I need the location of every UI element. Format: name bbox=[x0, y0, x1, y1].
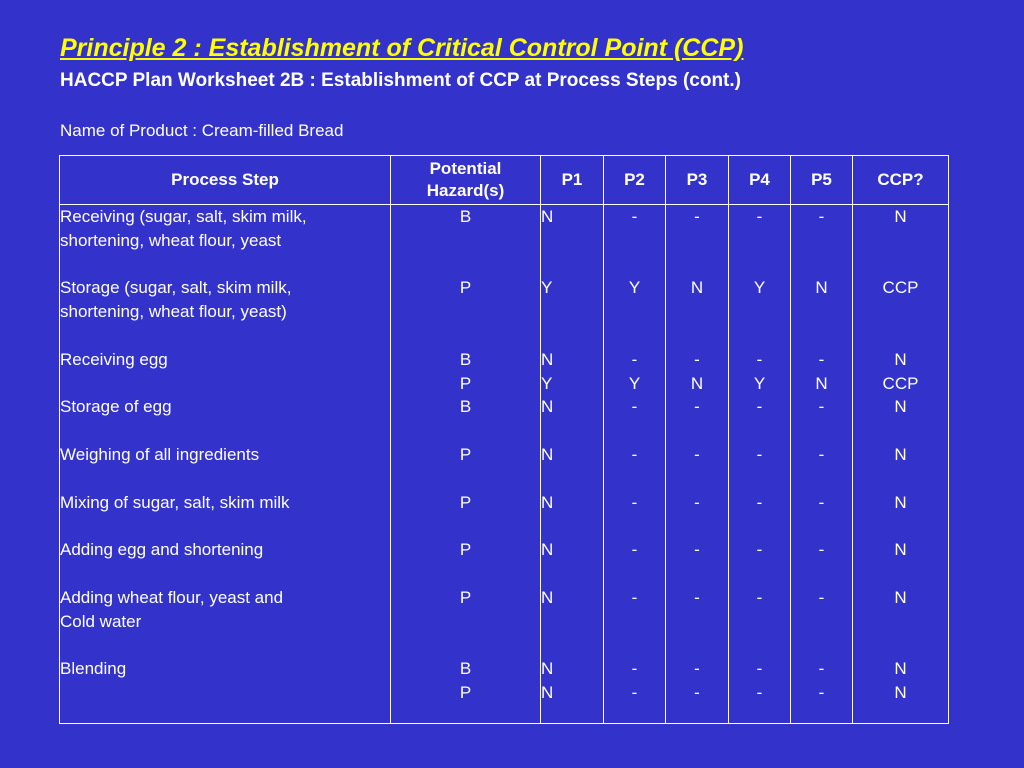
p5-cell: - bbox=[818, 659, 825, 679]
p3-cell: - bbox=[694, 444, 700, 464]
p4-cell: Y bbox=[753, 373, 766, 393]
p1-cell bbox=[541, 229, 603, 253]
step-cell: shortening, wheat flour, yeast) bbox=[60, 302, 287, 322]
p1-cell: Y bbox=[541, 278, 553, 298]
step-cell: Storage of egg bbox=[60, 397, 172, 417]
haccp-worksheet-table bbox=[59, 155, 949, 724]
hazard-cell bbox=[391, 229, 540, 253]
hazard-cell: P bbox=[459, 492, 472, 512]
step-cell bbox=[60, 467, 390, 491]
p2-cell: Y bbox=[628, 373, 641, 393]
table-body-row bbox=[60, 205, 949, 724]
slide-subtitle: HACCP Plan Worksheet 2B : Establishment of CCP at Process Steps (cont.) bbox=[60, 70, 741, 91]
hazard-cell bbox=[391, 633, 540, 657]
p2-cell: - bbox=[631, 397, 638, 417]
p5-cell bbox=[791, 633, 852, 657]
p1-cell: N bbox=[541, 349, 554, 369]
step-cell: Receiving egg bbox=[60, 349, 168, 369]
p4-cell: - bbox=[756, 659, 763, 679]
step-cell bbox=[60, 419, 390, 443]
p3-cell bbox=[666, 300, 728, 324]
p4-cell bbox=[729, 467, 790, 491]
slide-title: Principle 2 : Establishment of Critical Control Point (CCP) bbox=[60, 34, 744, 62]
p3-cell bbox=[666, 324, 728, 348]
ccp-cell bbox=[853, 562, 948, 586]
p5-cell: - bbox=[818, 540, 825, 560]
p5-cell: - bbox=[818, 587, 825, 607]
p5-cell: N bbox=[815, 373, 828, 393]
p1-cell: N bbox=[541, 659, 554, 679]
p5-cell bbox=[791, 253, 852, 277]
p3-column bbox=[666, 205, 729, 724]
header-ccp: CCP? bbox=[853, 156, 949, 205]
p1-cell bbox=[541, 300, 603, 324]
p4-cell bbox=[729, 610, 790, 634]
ccp-cell: N bbox=[894, 444, 907, 464]
p2-cell: - bbox=[631, 540, 638, 560]
ccp-cell bbox=[853, 419, 948, 443]
step-cell bbox=[60, 372, 390, 396]
p4-cell: - bbox=[756, 492, 763, 512]
step-cell: Adding egg and shortening bbox=[60, 540, 264, 560]
step-cell bbox=[60, 514, 390, 538]
p3-cell: - bbox=[694, 540, 700, 560]
p2-cell bbox=[604, 514, 665, 538]
hazard-cell: P bbox=[459, 373, 472, 393]
p5-cell bbox=[791, 419, 852, 443]
step-cell bbox=[60, 633, 390, 657]
ccp-cell: N bbox=[894, 540, 907, 560]
p2-cell bbox=[604, 610, 665, 634]
p4-cell: - bbox=[756, 587, 763, 607]
p4-cell: - bbox=[756, 207, 763, 226]
ccp-cell bbox=[853, 253, 948, 277]
p4-cell bbox=[729, 324, 790, 348]
ccp-cell bbox=[853, 324, 948, 348]
p3-cell: N bbox=[690, 373, 704, 393]
p4-cell bbox=[729, 562, 790, 586]
p1-cell bbox=[541, 467, 603, 491]
ccp-cell: N bbox=[894, 207, 907, 226]
ccp-cell: N bbox=[894, 397, 907, 417]
p1-column bbox=[541, 205, 604, 724]
p1-cell: N bbox=[541, 444, 554, 464]
p5-cell: - bbox=[818, 397, 825, 417]
ccp-cell: CCP bbox=[882, 373, 919, 393]
step-cell bbox=[60, 562, 390, 586]
p2-cell: - bbox=[631, 492, 638, 512]
hazard-cell: P bbox=[459, 587, 472, 607]
p1-cell: Y bbox=[541, 373, 553, 393]
p5-cell: - bbox=[818, 349, 825, 369]
p5-cell bbox=[791, 610, 852, 634]
p1-cell bbox=[541, 562, 603, 586]
p1-cell: N bbox=[541, 207, 554, 226]
p5-column bbox=[791, 205, 853, 724]
p3-cell: - bbox=[694, 492, 700, 512]
p3-cell: - bbox=[694, 659, 700, 679]
p4-cell: - bbox=[756, 540, 763, 560]
p2-cell: Y bbox=[628, 278, 641, 298]
p5-cell: - bbox=[818, 444, 825, 464]
p1-cell bbox=[541, 610, 603, 634]
header-potential-hazards bbox=[391, 156, 541, 205]
p5-cell bbox=[791, 467, 852, 491]
p4-cell bbox=[729, 633, 790, 657]
ccp-cell bbox=[853, 467, 948, 491]
p2-column bbox=[604, 205, 666, 724]
p1-cell: N bbox=[541, 540, 554, 560]
p5-cell: - bbox=[818, 492, 825, 512]
p4-cell bbox=[729, 514, 790, 538]
p2-cell: - bbox=[631, 207, 638, 226]
p4-cell: - bbox=[756, 349, 763, 369]
hazard-cell bbox=[391, 562, 540, 586]
p5-cell: - bbox=[818, 682, 825, 702]
p2-cell: - bbox=[631, 444, 638, 464]
hazard-cell: B bbox=[459, 349, 472, 369]
p4-cell bbox=[729, 253, 790, 277]
step-cell bbox=[60, 681, 390, 705]
header-p5: P5 bbox=[791, 156, 853, 205]
p5-cell bbox=[791, 324, 852, 348]
hazard-column bbox=[391, 205, 541, 724]
header-p2: P2 bbox=[604, 156, 666, 205]
ccp-cell: N bbox=[894, 659, 907, 679]
p4-cell bbox=[729, 419, 790, 443]
p2-cell: - bbox=[631, 659, 638, 679]
p5-cell: - bbox=[818, 207, 825, 226]
p1-cell bbox=[541, 253, 603, 277]
p5-cell: N bbox=[815, 278, 828, 298]
p3-cell bbox=[666, 467, 728, 491]
p2-cell bbox=[604, 467, 665, 491]
ccp-cell: CCP bbox=[882, 278, 919, 298]
product-name-label: Name of Product : Cream-filled Bread bbox=[60, 121, 344, 140]
step-cell bbox=[60, 324, 390, 348]
step-cell bbox=[60, 253, 390, 277]
p3-cell bbox=[666, 610, 728, 634]
ccp-cell: N bbox=[894, 682, 907, 702]
p5-cell bbox=[791, 514, 852, 538]
p4-cell: Y bbox=[753, 278, 766, 298]
p1-cell bbox=[541, 419, 603, 443]
p3-cell bbox=[666, 633, 728, 657]
step-cell: Storage (sugar, salt, skim milk, bbox=[60, 278, 292, 298]
p3-cell bbox=[666, 419, 728, 443]
p3-cell: - bbox=[694, 397, 700, 417]
p3-cell: - bbox=[694, 587, 700, 607]
p4-column bbox=[729, 205, 791, 724]
ccp-cell bbox=[853, 300, 948, 324]
header-hazard-line-2: Hazard(s) bbox=[426, 181, 505, 200]
p2-cell bbox=[604, 300, 665, 324]
p1-cell: N bbox=[541, 397, 554, 417]
header-p4: P4 bbox=[729, 156, 791, 205]
table-header-row bbox=[60, 156, 949, 205]
hazard-cell bbox=[391, 467, 540, 491]
step-cell: Blending bbox=[60, 659, 127, 679]
p2-cell: - bbox=[631, 682, 638, 702]
p4-cell: - bbox=[756, 682, 763, 702]
p1-cell bbox=[541, 514, 603, 538]
p3-cell bbox=[666, 253, 728, 277]
hazard-cell bbox=[391, 324, 540, 348]
hazard-cell bbox=[391, 514, 540, 538]
p5-cell bbox=[791, 229, 852, 253]
ccp-cell: N bbox=[894, 587, 907, 607]
hazard-cell: B bbox=[459, 207, 472, 226]
p1-cell bbox=[541, 633, 603, 657]
hazard-cell bbox=[391, 419, 540, 443]
hazard-cell: B bbox=[459, 397, 472, 417]
ccp-cell: N bbox=[894, 349, 907, 369]
p2-cell: - bbox=[631, 587, 638, 607]
ccp-cell bbox=[853, 514, 948, 538]
ccp-cell bbox=[853, 229, 948, 253]
p4-cell bbox=[729, 300, 790, 324]
header-hazard-line-1: Potential bbox=[429, 159, 502, 178]
p2-cell bbox=[604, 419, 665, 443]
p2-cell bbox=[604, 253, 665, 277]
p2-cell bbox=[604, 324, 665, 348]
p3-cell bbox=[666, 514, 728, 538]
p2-cell bbox=[604, 633, 665, 657]
p1-cell: N bbox=[541, 492, 554, 512]
p1-cell: N bbox=[541, 587, 554, 607]
p1-cell bbox=[541, 324, 603, 348]
p1-cell: N bbox=[541, 682, 554, 702]
header-process-step: Process Step bbox=[60, 156, 391, 205]
hazard-cell: P bbox=[459, 444, 472, 464]
p5-cell bbox=[791, 300, 852, 324]
p3-cell: N bbox=[690, 278, 704, 298]
hazard-cell bbox=[391, 300, 540, 324]
p4-cell bbox=[729, 229, 790, 253]
p2-cell: - bbox=[631, 349, 638, 369]
hazard-cell: P bbox=[459, 682, 472, 702]
p3-cell: - bbox=[694, 349, 700, 369]
hazard-cell: P bbox=[459, 540, 472, 560]
p3-cell bbox=[666, 562, 728, 586]
step-cell: Receiving (sugar, salt, skim milk, bbox=[60, 207, 307, 226]
step-cell: shortening, wheat flour, yeast bbox=[60, 230, 282, 250]
step-cell: Weighing of all ingredients bbox=[60, 444, 260, 464]
ccp-cell bbox=[853, 610, 948, 634]
p2-cell bbox=[604, 562, 665, 586]
step-cell: Cold water bbox=[60, 611, 142, 631]
p3-cell: - bbox=[694, 682, 700, 702]
p5-cell bbox=[791, 562, 852, 586]
step-cell: Mixing of sugar, salt, skim milk bbox=[60, 492, 290, 512]
p2-cell bbox=[604, 229, 665, 253]
p4-cell: - bbox=[756, 397, 763, 417]
hazard-cell: P bbox=[459, 278, 472, 298]
p3-cell: - bbox=[694, 207, 700, 226]
ccp-cell bbox=[853, 633, 948, 657]
hazard-cell bbox=[391, 253, 540, 277]
ccp-column bbox=[853, 205, 949, 724]
hazard-cell bbox=[391, 610, 540, 634]
p3-cell bbox=[666, 229, 728, 253]
ccp-cell: N bbox=[894, 492, 907, 512]
hazard-cell: B bbox=[459, 659, 472, 679]
header-p3: P3 bbox=[666, 156, 729, 205]
header-p1: P1 bbox=[541, 156, 604, 205]
process-step-column bbox=[60, 205, 391, 724]
p4-cell: - bbox=[756, 444, 763, 464]
step-cell: Adding wheat flour, yeast and bbox=[60, 587, 284, 607]
